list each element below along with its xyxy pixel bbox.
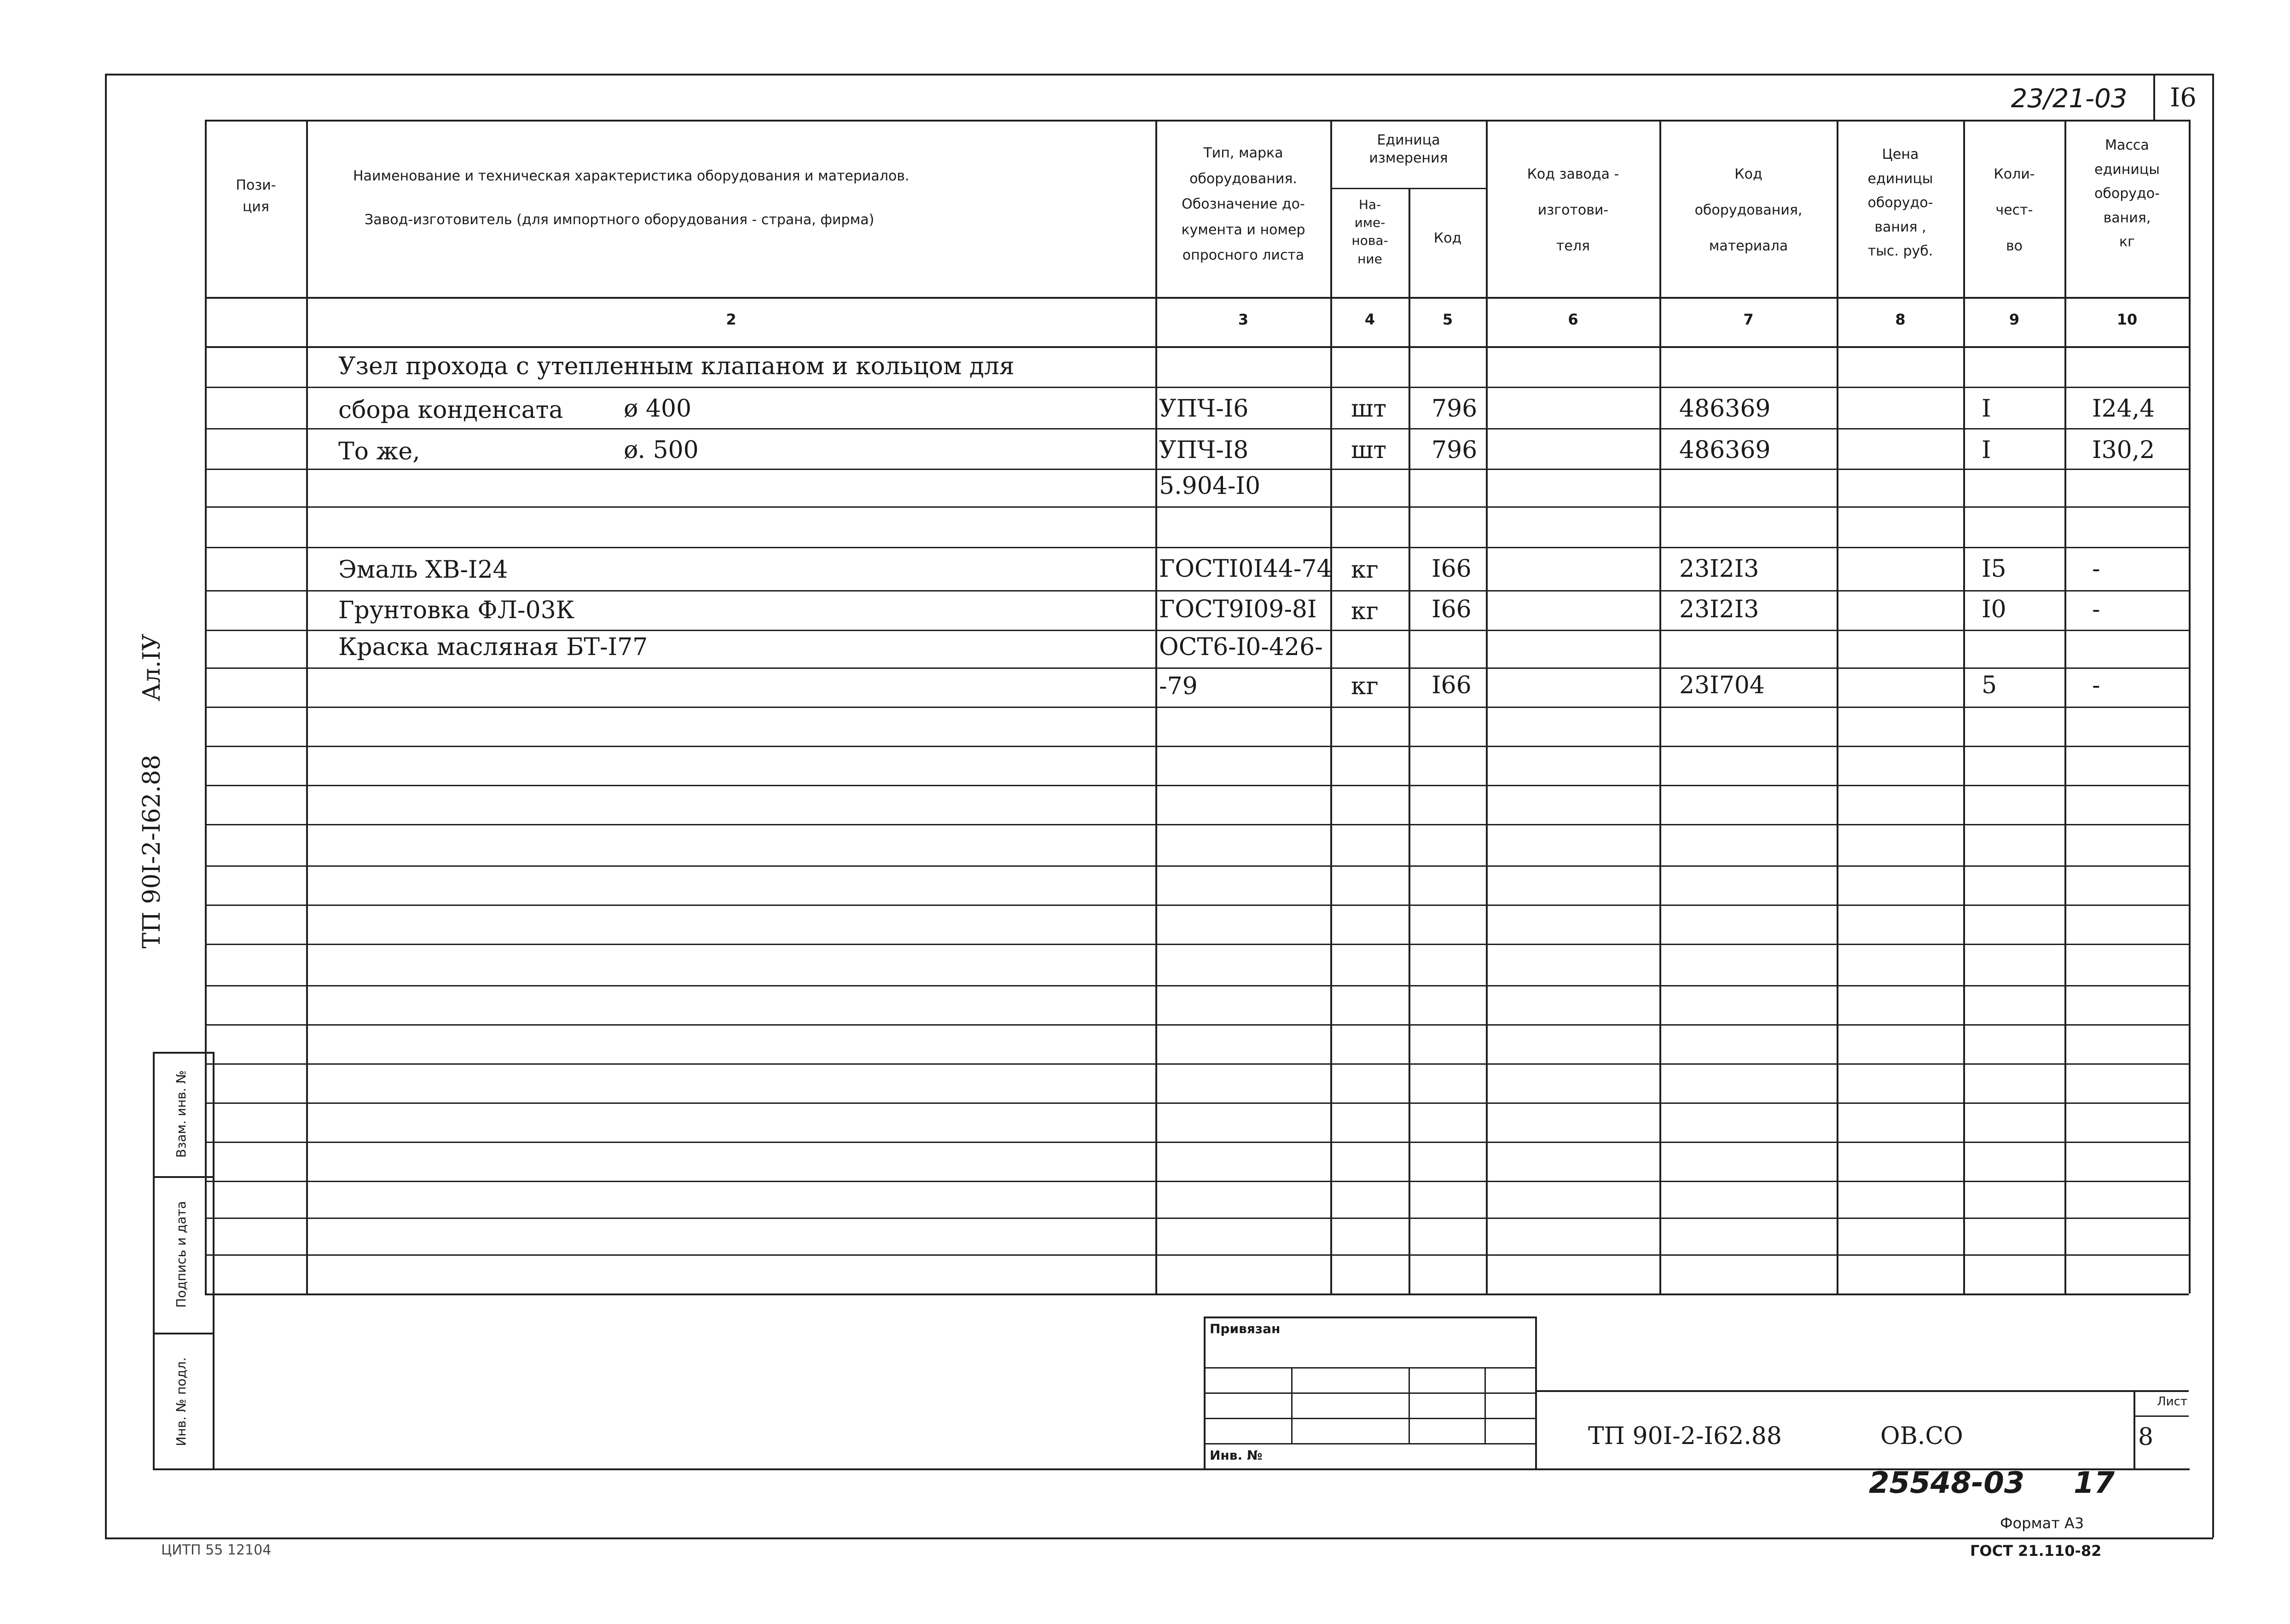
header-name-line1: Наименование и техническая характеристика оборудования и материалов.: [353, 168, 910, 184]
privyazan-col: [1484, 1367, 1486, 1443]
row-quantity: I: [1982, 395, 1991, 423]
row-line: [205, 707, 2189, 708]
stamp-side-right: [213, 1052, 215, 1468]
row-unit: кг: [1351, 673, 1379, 700]
frame-right: [2212, 74, 2214, 1537]
row-line: [205, 506, 2189, 508]
col-line-4: [1409, 188, 1410, 1293]
privyazan-row: [1204, 1443, 1535, 1444]
frame-top: [105, 74, 2213, 75]
footer-hand-number: 25548-03: [1869, 1466, 2025, 1500]
row-material-code: 23I2I3: [1679, 555, 1759, 583]
col-number: 3: [1238, 311, 1249, 328]
col-number: 6: [1568, 311, 1578, 328]
list-number: 8: [2138, 1423, 2154, 1451]
row-name: сбора конденсата: [338, 396, 563, 424]
row-quantity: 5: [1982, 672, 1997, 699]
side-inv-podl: Инв. № подл.: [174, 1357, 189, 1446]
col-number: 9: [2009, 311, 2020, 328]
row-material-code: 486369: [1679, 436, 1771, 464]
header-unit-code: Код: [1433, 230, 1462, 246]
table-bottom: [205, 1293, 2189, 1295]
privyazan-col: [1409, 1367, 1410, 1443]
header-position: Пози- ция: [236, 177, 276, 215]
doc-code-top: 23/21-03: [2011, 84, 2128, 114]
side-album: Ал.IУ: [138, 633, 166, 702]
row-quantity: I0: [1982, 596, 2006, 623]
row-line: [205, 1102, 2189, 1104]
row-quantity: I: [1982, 436, 1991, 464]
privyazan-right: [1535, 1317, 1537, 1468]
stamp-side-top: [153, 1052, 213, 1054]
stamp-side-left: [153, 1052, 155, 1468]
top-box-number: I6: [2170, 83, 2197, 113]
header-mass: Масса единицы оборудо- вания, кг: [2094, 137, 2160, 250]
footer-gost: ГОСТ 21.110-82: [1970, 1542, 2102, 1560]
row-type: ГОСТI0I44-74: [1159, 555, 1332, 583]
col-number: 5: [1442, 311, 1453, 328]
row-line: [205, 469, 2189, 470]
privyazan-label: Привязан: [1210, 1321, 1281, 1336]
side-project-code: ТП 90I-2-I62.88: [138, 754, 166, 949]
col-number: 2: [726, 311, 736, 328]
header-type: Тип, марка оборудования. Обозначение до- кумента и номер опросного листа: [1181, 145, 1305, 263]
row-line: [205, 387, 2189, 388]
row-unit-code: 796: [1432, 436, 1478, 464]
footer-format: Формат А3: [2000, 1514, 2084, 1532]
title-mark: ОВ.СО: [1880, 1422, 1963, 1450]
col-number: 4: [1364, 311, 1375, 328]
header-unit-name: На- име- нова- ние: [1351, 197, 1388, 267]
row-line: [205, 785, 2189, 786]
col-number: 8: [1895, 311, 1906, 328]
row-material-code: 23I2I3: [1679, 596, 1759, 623]
row-unit-code: I66: [1432, 596, 1472, 623]
frame-bottom: [105, 1537, 2213, 1539]
row-type: ГОСТ9I09-8I: [1159, 596, 1317, 623]
row-name: Грунтовка ФЛ-03К: [338, 597, 574, 624]
row-type: УПЧ-I8: [1159, 436, 1249, 464]
unit-group-line: [1330, 188, 1486, 189]
row-line: [205, 985, 2189, 986]
row-type: УПЧ-I6: [1159, 395, 1249, 423]
row-type: 5.904-I0: [1159, 472, 1261, 500]
header-name-line2: Завод-изготовитель (для импортного оборудования - страна, фирма): [365, 212, 875, 228]
row-unit-code: I66: [1432, 672, 1472, 699]
table-top: [205, 120, 2189, 122]
header-factory-code: Код завода - изготови- теля: [1527, 166, 1619, 254]
row-diameter: ø 400: [624, 395, 692, 423]
col-number: 7: [1743, 311, 1754, 328]
list-box-div: [2133, 1415, 2189, 1417]
side-vzam-inv: Взам. инв. №: [174, 1070, 189, 1158]
header-unit-group: Единица измерения: [1369, 132, 1448, 166]
row-line: [205, 590, 2189, 592]
header-quantity: Коли- чест- во: [1994, 166, 2035, 254]
row-name: Эмаль ХВ-I24: [338, 556, 508, 584]
footer-printer: ЦИТП 55 12104: [161, 1542, 272, 1558]
row-type: ОСТ6-I0-426-: [1159, 633, 1323, 661]
row-line: [205, 824, 2189, 825]
row-diameter: ø. 500: [624, 436, 699, 464]
row-unit: шт: [1351, 436, 1387, 464]
frame-left: [105, 74, 107, 1537]
inv-no-label: Инв. №: [1210, 1448, 1263, 1463]
row-mass: -: [2092, 555, 2100, 583]
row-material-code: 23I704: [1679, 672, 1765, 699]
row-line: [205, 944, 2189, 945]
row-unit: кг: [1351, 556, 1379, 584]
row-material-code: 486369: [1679, 395, 1771, 423]
row-line: [205, 1254, 2189, 1256]
row-line: [205, 1142, 2189, 1143]
col-line-10: [2189, 120, 2191, 1293]
row-line: [205, 746, 2189, 747]
row-line: [205, 905, 2189, 906]
header-material-code: Код оборудования, материала: [1694, 166, 1803, 254]
privyazan-col: [1291, 1367, 1293, 1443]
row-line: [205, 547, 2189, 548]
row-mass: I24,4: [2092, 395, 2155, 423]
row-line: [205, 630, 2189, 631]
row-unit-code: I66: [1432, 555, 1472, 583]
row-unit-code: 796: [1432, 395, 1478, 423]
row-unit: кг: [1351, 597, 1379, 625]
row-name: То же,: [338, 438, 420, 465]
row-line: [205, 865, 2189, 867]
privyazan-top: [1204, 1317, 1535, 1318]
header-price: Цена единицы оборудо- вания , тыс. руб.: [1867, 146, 1933, 259]
side-signature-date: Подпись и дата: [174, 1201, 189, 1308]
header-bottom: [205, 297, 2189, 299]
list-box-left: [2133, 1390, 2135, 1468]
title-block-top: [1535, 1390, 2189, 1392]
col-number: 10: [2116, 311, 2138, 328]
row-line: [205, 1218, 2189, 1219]
row-name: Узел прохода с утепленным клапаном и кольцом для: [338, 353, 1015, 380]
title-doc-code: ТП 90I-2-I62.88: [1588, 1422, 1782, 1450]
row-mass: -: [2092, 596, 2100, 623]
row-name: Краска масляная БТ-I77: [338, 633, 648, 661]
colnum-bottom: [205, 346, 2189, 348]
row-line: [205, 667, 2189, 669]
row-unit: шт: [1351, 395, 1387, 423]
row-line: [205, 1181, 2189, 1182]
row-type: -79: [1159, 673, 1198, 700]
row-mass: -: [2092, 672, 2100, 699]
row-line: [205, 1024, 2189, 1026]
list-label: Лист: [2157, 1395, 2187, 1409]
row-line: [205, 1063, 2189, 1065]
row-quantity: I5: [1982, 555, 2006, 583]
row-line: [205, 428, 2189, 429]
row-mass: I30,2: [2092, 436, 2155, 464]
footer-hand-sheet: 17: [2074, 1466, 2115, 1500]
